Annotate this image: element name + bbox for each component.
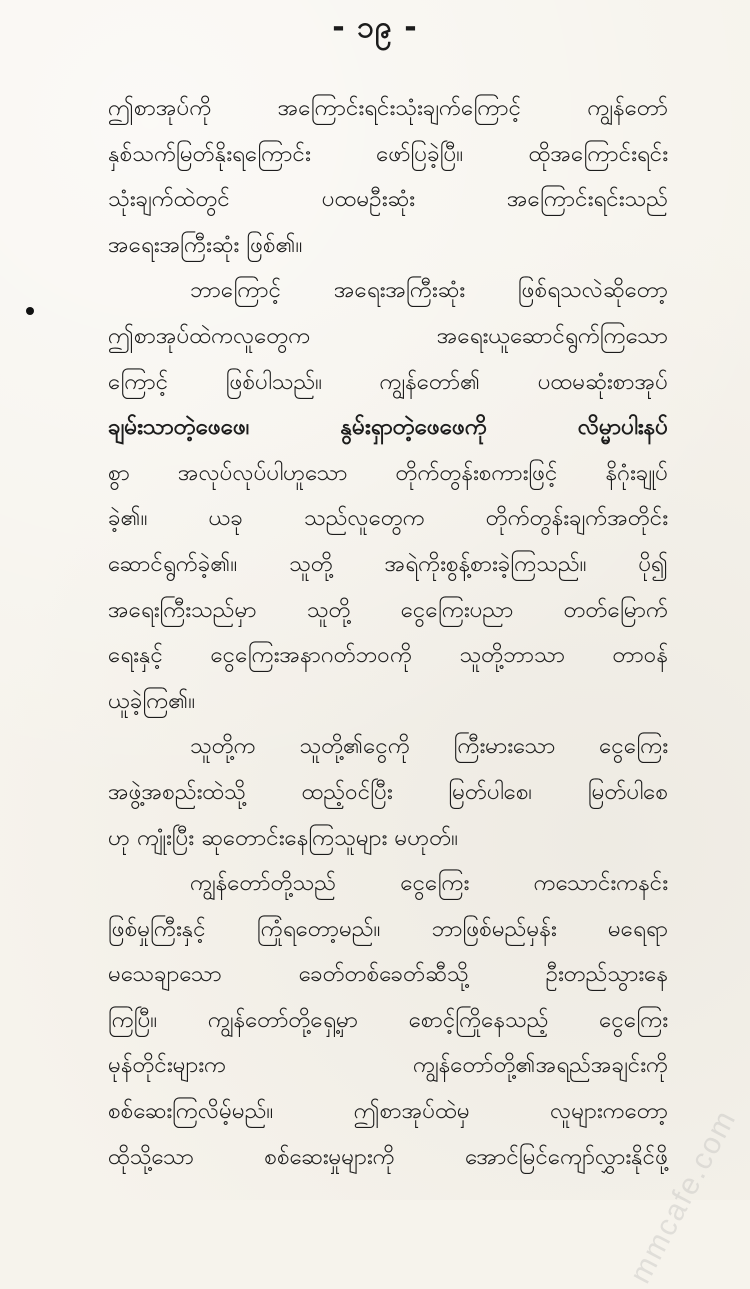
text-line: မသေချာသော ခေတ်တစ်ခေတ်ဆီသို့ ဦးတည်သွားနေ (108, 961, 668, 988)
text-line: ဖြစ်မှုကြီးနှင့် ကြုံရတော့မည်။ ဘာဖြစ်မည်မှန်း မရေရာ (108, 915, 668, 942)
text-line: အရေးကြီးသည်မှာ သူတို့ ငွေကြေးပညာ တတ်မြောက် (108, 596, 668, 623)
text-line: အရေးအကြီးဆုံး ဖြစ်၏။ (108, 231, 303, 258)
text-line: စစ်ဆေးကြလိမ့်မည်။ ဤစာအုပ်ထဲမှ လူများကတော့ (108, 1098, 668, 1125)
text-line: ကြောင့် ဖြစ်ပါသည်။ ကျွန်တော်၏ ပထမဆုံးစာအုပ် (108, 368, 668, 395)
text-line: ရေးနှင့် ငွေကြေးအနာဂတ်ဘဝကို သူတို့ဘာသာ တာဝန် (108, 642, 668, 669)
margin-dot (26, 307, 34, 315)
text-line: ခဲ့၏။ ယခု သည်လူတွေက တိုက်တွန်းချက်အတိုင်း (108, 505, 668, 532)
text-line: ဤစာအုပ်ထဲကလူတွေက အရေးယူဆောင်ရွက်ကြသော (108, 322, 668, 349)
text-line: ထိုသို့သော စစ်ဆေးမှုများကို အောင်မြင်ကျော်လွှားနိုင်ဖို့ (108, 1143, 668, 1170)
text-line: နှစ်သက်မြတ်နိုးရကြောင်း ဖော်ပြခဲ့ပြီ။ ထိုအကြောင်းရင်း (108, 140, 668, 167)
text-line: ဆောင်ရွက်ခဲ့၏။ သူတို့ အရဲကိုးစွန့်စားခဲ့ကြသည်။ ပို၍ (108, 550, 668, 577)
watermark-text: mmcafe.com (623, 1104, 744, 1289)
text-line: ဟု ကျုံးပြီး ဆုတောင်းနေကြသူများ မဟုတ်။ (108, 824, 459, 851)
page-number: - ၁၉ - (332, 10, 418, 45)
text-line: ယူခဲ့ကြ၏။ (108, 687, 196, 714)
text-line: မုန်တိုင်းများက ကျွန်တော်တို့၏အရည်အချင်းကို (108, 1052, 668, 1079)
text-line: ကြပြီ။ ကျွန်တော်တို့ရှေ့မှာ စောင့်ကြိုနေသည့် ငွေကြေး (108, 1006, 668, 1033)
text-line: ကျွန်တော်တို့သည် ငွေကြေး ကသောင်းကနင်း (190, 870, 668, 897)
text-line: အဖွဲ့အစည်းထဲသို့ ထည့်ဝင်ပြီး မြတ်ပါစေ၊ မြတ်ပါစေ (108, 778, 668, 805)
text-line: ဘာကြောင့် အရေးအကြီးဆုံး ဖြစ်ရသလဲဆိုတော့ (190, 277, 668, 304)
text-line: သူတို့က သူတို့၏ငွေကို ကြီးမားသော ငွေကြေး (190, 733, 668, 760)
body-text (108, 86, 668, 1180)
text-line: စွာ အလုပ်လုပ်ပါဟူသော တိုက်တွန်းစကားဖြင့် နိဂုံးချုပ် (108, 459, 668, 486)
text-line: ဤစာအုပ်ကို အကြောင်းရင်းသုံးချက်ကြောင့် ကျွန်တော် (108, 95, 668, 121)
text-line: သုံးချက်ထဲတွင် ပထမဦးဆုံး အကြောင်းရင်းသည် (108, 186, 668, 213)
text-line: ချမ်းသာတဲ့ဖေဖေ၊ နွမ်းရှာတဲ့ဖေဖေကို လိမ္မာပါးနပ် (108, 414, 668, 441)
